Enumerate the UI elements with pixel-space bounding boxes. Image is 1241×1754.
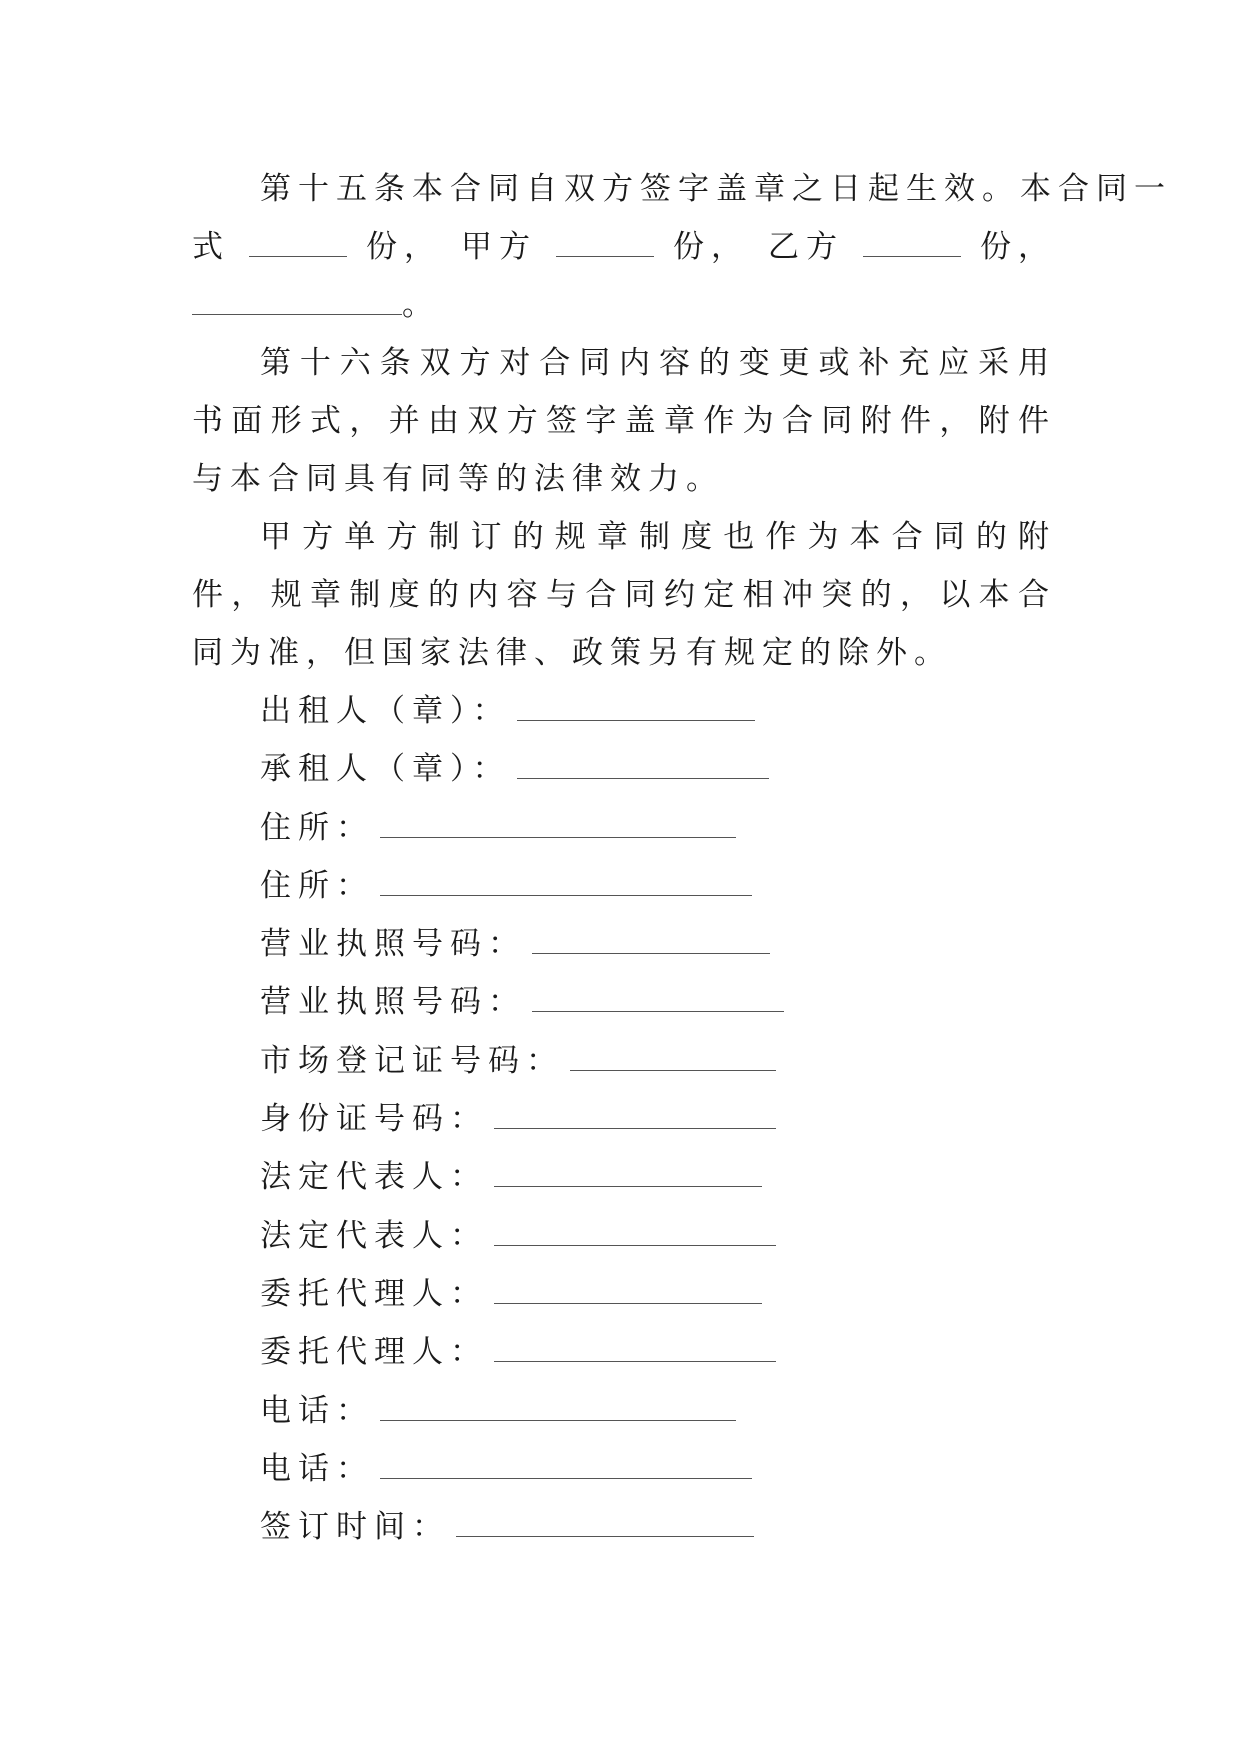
signature-fields xyxy=(192,682,1056,1556)
lessor-license-input[interactable] xyxy=(532,927,770,954)
lessee-agent-input[interactable] xyxy=(494,1335,776,1362)
lessee-legal-rep-input[interactable] xyxy=(494,1219,776,1246)
field-lessor-seal xyxy=(192,682,1056,740)
field-lessor-legal-rep xyxy=(192,1148,1056,1206)
party-a-copies-blank[interactable] xyxy=(556,230,654,257)
field-lessee-license xyxy=(192,973,1056,1031)
field-label: 委托代理人： xyxy=(260,1275,488,1312)
field-id-number xyxy=(192,1090,1056,1148)
lessor-phone-input[interactable] xyxy=(380,1394,736,1421)
id-number-input[interactable] xyxy=(494,1102,776,1129)
party-a-unit-label: 份， xyxy=(673,229,749,265)
field-label: 承租人（章）： xyxy=(260,751,511,788)
field-lessee-agent xyxy=(192,1323,1056,1381)
market-registration-input[interactable] xyxy=(570,1044,776,1071)
clause-16: 第十六条双方对合同内容的变更或补充应采用书面形式，并由双方签字盖章作为合同附件，附件与本合同具有同等的法律效力。 xyxy=(192,345,1056,497)
field-lessor-address xyxy=(192,799,1056,857)
field-label: 电话： xyxy=(260,1450,374,1487)
total-copies-blank[interactable] xyxy=(249,230,347,257)
field-label: 签订时间： xyxy=(260,1509,450,1546)
party-b-label: 乙方 xyxy=(768,229,844,265)
document-body xyxy=(192,160,1172,1556)
clause-15-end-mark: 。 xyxy=(402,287,440,323)
field-label: 住所： xyxy=(260,809,374,846)
clause-15-line-2 xyxy=(192,218,1056,276)
lessor-agent-input[interactable] xyxy=(494,1277,762,1304)
field-lessee-legal-rep xyxy=(192,1207,1056,1265)
party-a-label: 甲方 xyxy=(461,229,537,265)
lessee-license-input[interactable] xyxy=(532,985,784,1012)
lessor-legal-rep-input[interactable] xyxy=(494,1160,762,1187)
field-label: 出租人（章）： xyxy=(260,693,511,729)
field-label: 住所： xyxy=(260,867,374,904)
clause-15 xyxy=(192,160,1172,334)
copies-label: 式 xyxy=(192,229,230,265)
lessor-address-input[interactable] xyxy=(380,811,736,838)
field-lessee-address xyxy=(192,857,1056,915)
clause-15-line-1: 第十五条本合同自双方签字盖章之日起生效。本合同一 xyxy=(260,171,1172,207)
field-label: 电话： xyxy=(260,1392,374,1429)
field-label: 营业执照号码： xyxy=(260,984,526,1021)
field-label: 身份证号码： xyxy=(260,1101,488,1138)
lessee-address-input[interactable] xyxy=(380,869,752,896)
field-market-registration xyxy=(192,1032,1056,1090)
lessee-seal-input[interactable] xyxy=(517,752,769,779)
field-lessor-phone xyxy=(192,1382,1056,1440)
party-b-copies-blank[interactable] xyxy=(863,230,961,257)
copies-unit-label: 份， xyxy=(366,229,442,265)
field-label: 市场登记证号码： xyxy=(260,1042,564,1079)
field-label: 委托代理人： xyxy=(260,1334,488,1371)
field-label: 法定代表人： xyxy=(260,1217,488,1254)
field-signing-date xyxy=(192,1498,1056,1556)
rules-paragraph: 甲方单方制订的规章制度也作为本合同的附件，规章制度的内容与合同约定相冲突的，以本合同为准，但国家法律、政策另有规定的除外。 xyxy=(192,519,1056,671)
field-lessee-phone xyxy=(192,1440,1056,1498)
party-b-unit-label: 份， xyxy=(980,229,1056,265)
field-label: 法定代表人： xyxy=(260,1159,488,1196)
field-lessor-agent xyxy=(192,1265,1056,1323)
clause-15-line-3 xyxy=(192,276,1056,334)
signing-date-input[interactable] xyxy=(456,1510,754,1537)
lessee-phone-input[interactable] xyxy=(380,1452,752,1479)
field-lessee-seal xyxy=(192,740,1056,798)
lessor-seal-input[interactable] xyxy=(517,694,755,721)
other-copies-blank[interactable] xyxy=(192,288,402,315)
field-lessor-license xyxy=(192,915,1056,973)
field-label: 营业执照号码： xyxy=(260,926,526,963)
